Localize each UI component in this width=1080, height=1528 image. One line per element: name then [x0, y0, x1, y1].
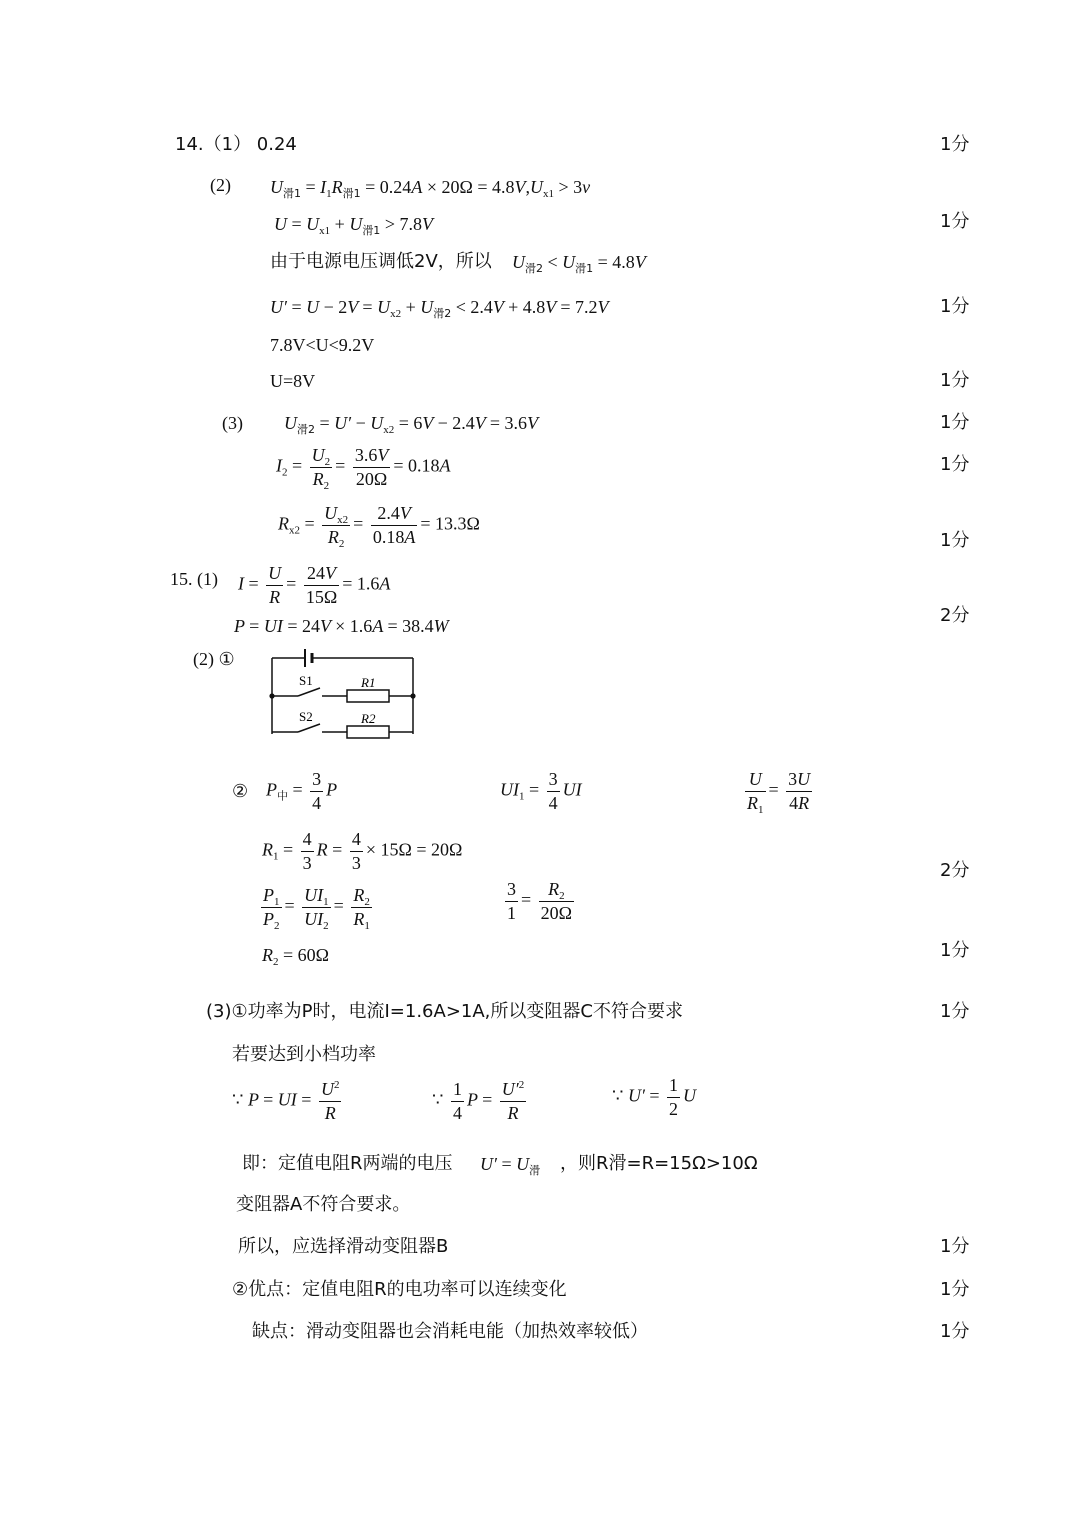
formula: $U_{滑2} < U_{滑1} = 4.8V$ [512, 252, 646, 275]
text-line: 缺点：滑动变阻器也会消耗电能（加热效率较低） [252, 1321, 648, 1342]
formula: $\frac{U}{R_1}$ = $\frac{3U}{4R}$ [747, 769, 811, 816]
score: 2分 [940, 860, 970, 881]
formula: $R_{x2}$ = $\frac{U_{x2}}{R_2}$ = $\frac{2.4V}{0.18A}$ = 13.3Ω [278, 503, 480, 550]
formula: $UI_1$ = $\frac{3}{4}$ UI [500, 769, 582, 813]
score: 1分 [940, 1001, 970, 1022]
text-line: (3)①功率为P时，电流I=1.6A>1A,所以变阻器C不符合要求 [206, 1001, 683, 1022]
switch-s2-blade [298, 724, 320, 732]
score: 1分 [940, 1279, 970, 1300]
formula: ∵ P = UI = $\frac{U^2}{R}$ [232, 1079, 340, 1123]
score: 1分 [940, 454, 970, 475]
score: 1分 [940, 370, 970, 391]
q15-part1-label: 15. (1) [170, 569, 218, 589]
score: 2分 [940, 605, 970, 626]
resistor-r2-label: R2 [361, 711, 376, 726]
formula: $U' = U - 2V = U_{x2} + U_{滑2} < 2.4V + 4.8V = 7.2V$ [270, 297, 609, 320]
q15-part2-label: (2) ① [193, 649, 235, 669]
formula: $U_{滑2} = U' - U_{x2} = 6V - 2.4V = 3.6V$ [284, 413, 539, 436]
score: 1分 [940, 211, 970, 232]
text-line: 变阻器A不符合要求。 [236, 1194, 411, 1215]
circled-two: ② [232, 781, 249, 801]
resistor-r1 [347, 690, 389, 702]
junction-dot [269, 693, 274, 698]
formula: $P_中$ = $\frac{3}{4}$ P [266, 769, 338, 813]
q14-part3-label: (3) [222, 413, 243, 433]
circuit-diagram [262, 644, 432, 742]
formula: $\frac{3}{1}$ = $\frac{R_2}{20\Omega}$ [507, 879, 573, 923]
score: 1分 [940, 530, 970, 551]
switch-s1-label: S1 [299, 673, 313, 688]
formula: I = $\frac{U}{R}$ = $\frac{24V}{15\Omega}$ = 1.6A [238, 563, 391, 607]
score: 1分 [940, 296, 970, 317]
formula: P = UI = 24V × 1.6A = 38.4W [234, 616, 449, 636]
score: 1分 [940, 1321, 970, 1342]
score: 1分 [940, 1236, 970, 1257]
formula: $I_2$ = $\frac{U_2}{R_2}$ = $\frac{3.6V}{20\Omega}$ = 0.18A [276, 445, 451, 492]
formula: ∵ U′ = $\frac{1}{2}$ U [612, 1075, 697, 1119]
q14-heading: 14.（1） 0.24 [175, 134, 297, 155]
formula: ∵ $\frac{1}{4}$ P = $\frac{U'^2}{R}$ [432, 1079, 525, 1123]
formula: $U_{滑1} = I_1R_{滑1} = 0.24A \times 20\Omega = 4.8V,U_{x1} > 3v$ [270, 177, 591, 200]
text-line: ，则R滑=R=15Ω>10Ω [560, 1153, 758, 1174]
resistor-r2 [347, 726, 389, 738]
text-line: 即：定值电阻R两端的电压 [242, 1153, 453, 1174]
junction-dot [410, 693, 415, 698]
score: 1分 [940, 134, 970, 155]
formula: $U' = U_滑$ [480, 1154, 541, 1177]
formula: $R_1$ = $\frac{4}{3}$ R = $\frac{4}{3}$ × 15Ω = 20Ω [262, 829, 463, 873]
switch-s1-blade [298, 688, 320, 696]
text-line: 所以，应选择滑动变阻器B [238, 1236, 449, 1257]
switch-s2-label: S2 [299, 709, 313, 724]
text-line: ②优点：定值电阻R的电功率可以连续变化 [232, 1279, 567, 1300]
q14-part2-label: (2) [210, 175, 231, 195]
formula: $R_2 = 60\Omega$ [262, 945, 330, 968]
score: 1分 [940, 940, 970, 961]
resistor-r1-label: R1 [361, 675, 376, 690]
text-line: 7.8V<U<9.2V [270, 335, 375, 355]
formula: $U = U_{x1} + U_{滑1} > 7.8V$ [274, 214, 433, 237]
text-line: 若要达到小档功率 [232, 1044, 376, 1065]
formula: $\frac{P_1}{P_2}$ = $\frac{UI_1}{UI_2}$ = $\frac{R_2}{R_1}$ [263, 885, 370, 932]
text-line: 由于电源电压调低2V，所以 [270, 251, 492, 272]
score: 1分 [940, 412, 970, 433]
text-line: U=8V [270, 371, 316, 391]
